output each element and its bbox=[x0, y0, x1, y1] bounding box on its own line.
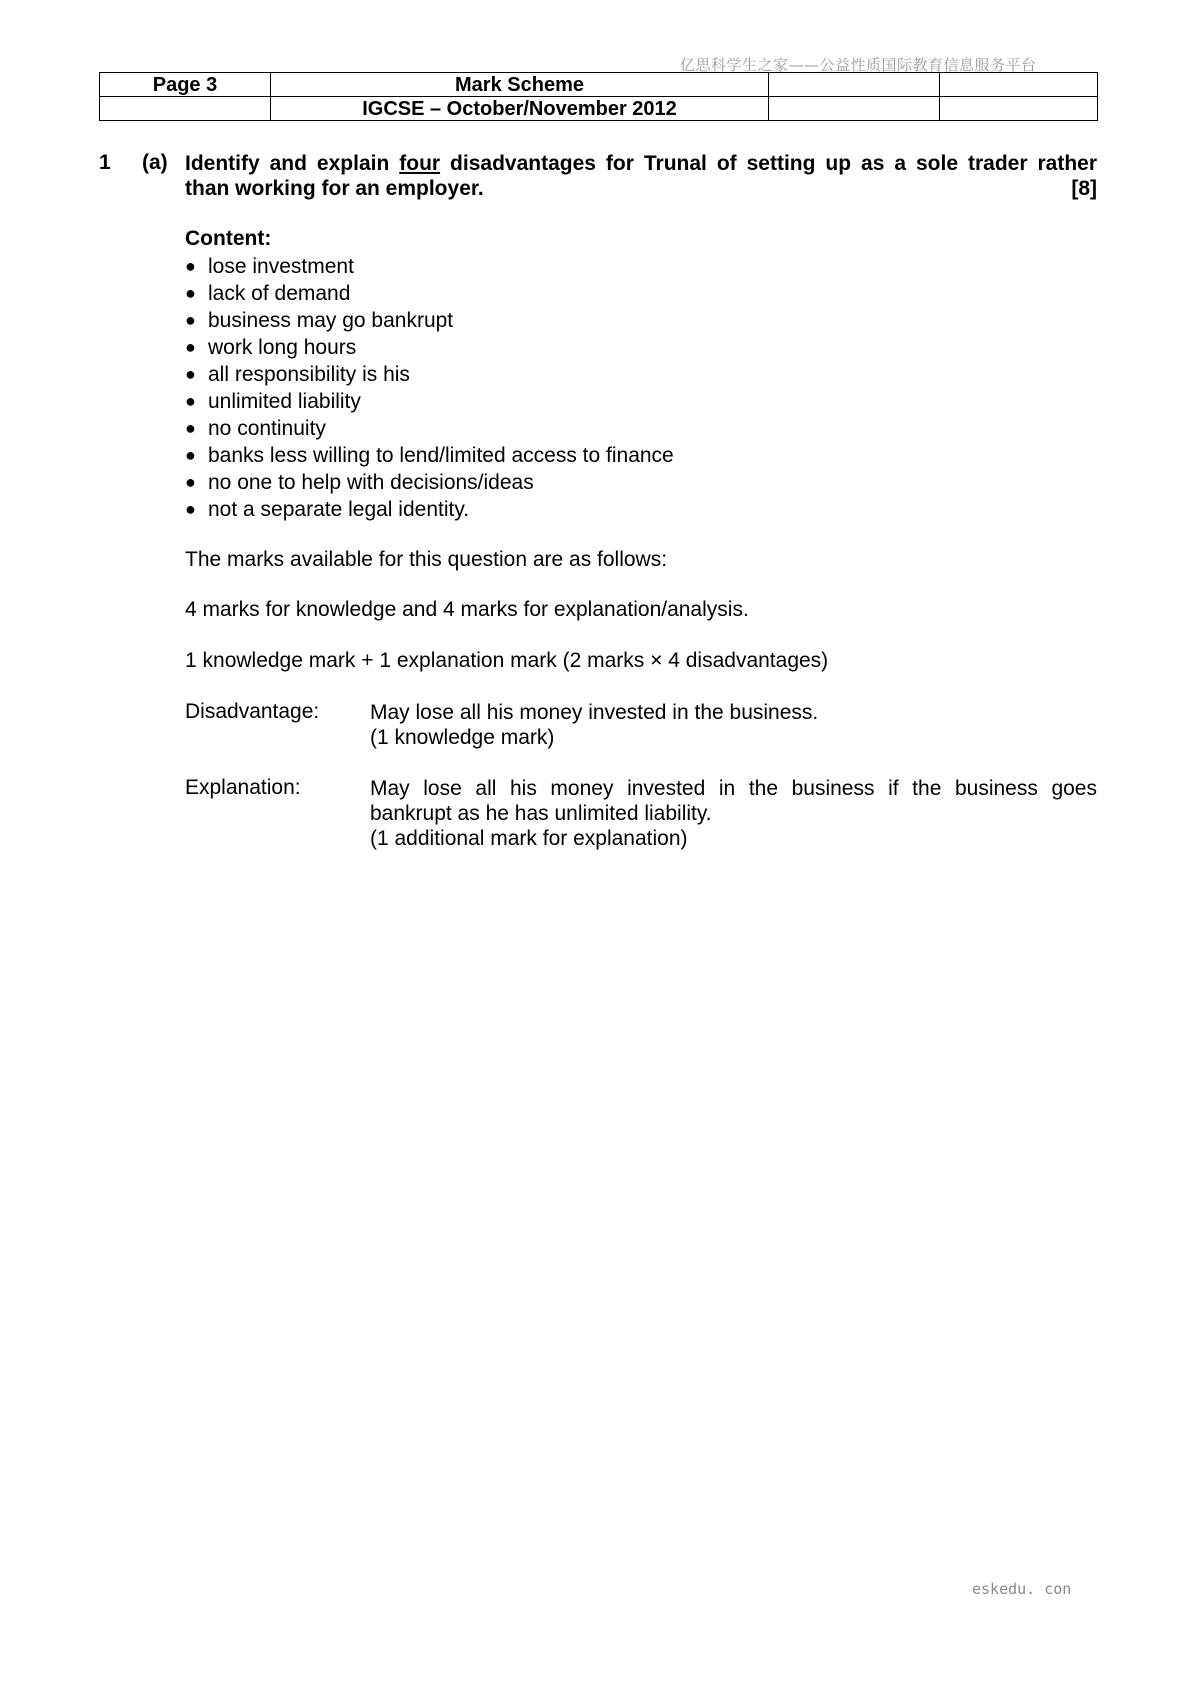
bullet-icon: ● bbox=[185, 418, 196, 438]
explanation-line1: May lose all his money invested in the business if the business goes bbox=[370, 777, 1097, 800]
question-text-line2: than working for an employer. bbox=[185, 177, 484, 200]
disadvantage-label: Disadvantage: bbox=[185, 700, 320, 723]
syllabus-cell bbox=[769, 73, 940, 97]
question-number: 1 bbox=[99, 151, 111, 174]
exam-session: IGCSE – October/November 2012 bbox=[271, 97, 769, 121]
page-label: Page 3 bbox=[100, 73, 271, 97]
list-item: ● unlimited liability bbox=[185, 390, 361, 413]
list-item: ● no one to help with decisions/ideas bbox=[185, 471, 534, 494]
disadvantage-detail bbox=[370, 700, 1097, 750]
marks-per-point: 1 knowledge mark + 1 explanation mark (2 marks × 4 disadvantages) bbox=[185, 649, 829, 672]
header-row-2 bbox=[100, 97, 1098, 121]
question-part: (a) bbox=[142, 151, 168, 174]
bullet-icon: ● bbox=[185, 337, 196, 357]
list-item: ● no continuity bbox=[185, 417, 326, 440]
bullet-icon: ● bbox=[185, 445, 196, 465]
list-item: ● lose investment bbox=[185, 255, 354, 278]
marks-intro: The marks available for this question are as follows: bbox=[185, 548, 668, 571]
content-heading: Content: bbox=[185, 227, 272, 250]
question-text-rest: disadvantages for Trunal of setting up as a sole trader rather bbox=[440, 152, 1097, 175]
content-list bbox=[185, 253, 674, 523]
document-title: Mark Scheme bbox=[271, 73, 769, 97]
paper-cell bbox=[940, 73, 1098, 97]
list-item: ● banks less willing to lend/limited access to finance bbox=[185, 444, 674, 467]
bullet-icon: ● bbox=[185, 472, 196, 492]
header-table bbox=[99, 72, 1098, 121]
question-text bbox=[185, 151, 1097, 201]
list-item: ● not a separate legal identity. bbox=[185, 498, 470, 521]
bullet-icon: ● bbox=[185, 391, 196, 411]
explanation-line2: bankrupt as he has unlimited liability. bbox=[370, 802, 712, 825]
list-item: ● lack of demand bbox=[185, 282, 351, 305]
explanation-detail bbox=[370, 776, 1097, 851]
bullet-icon: ● bbox=[185, 256, 196, 276]
watermark-bottom: eskedu. con bbox=[972, 1580, 1072, 1598]
header-row-1 bbox=[100, 73, 1098, 97]
question-text-start: Identify and explain bbox=[185, 152, 400, 175]
empty-cell bbox=[940, 97, 1098, 121]
watermark-top: 亿思科学生之家——公益性质国际教育信息服务平台 bbox=[680, 56, 1037, 74]
question-emphasis: four bbox=[399, 152, 441, 175]
bullet-icon: ● bbox=[185, 283, 196, 303]
list-item: ● all responsibility is his bbox=[185, 363, 410, 386]
bullet-icon: ● bbox=[185, 499, 196, 519]
explanation-mark: (1 additional mark for explanation) bbox=[370, 827, 688, 850]
disadvantage-text: May lose all his money invested in the business. bbox=[370, 701, 819, 724]
disadvantage-mark: (1 knowledge mark) bbox=[370, 726, 555, 749]
question-marks: [8] bbox=[1071, 177, 1097, 200]
empty-cell bbox=[100, 97, 271, 121]
bullet-icon: ● bbox=[185, 364, 196, 384]
list-item: ● business may go bankrupt bbox=[185, 309, 454, 332]
marks-split: 4 marks for knowledge and 4 marks for explanation/analysis. bbox=[185, 598, 749, 621]
bullet-icon: ● bbox=[185, 310, 196, 330]
explanation-label: Explanation: bbox=[185, 776, 301, 799]
list-item: ● work long hours bbox=[185, 336, 357, 359]
empty-cell bbox=[769, 97, 940, 121]
